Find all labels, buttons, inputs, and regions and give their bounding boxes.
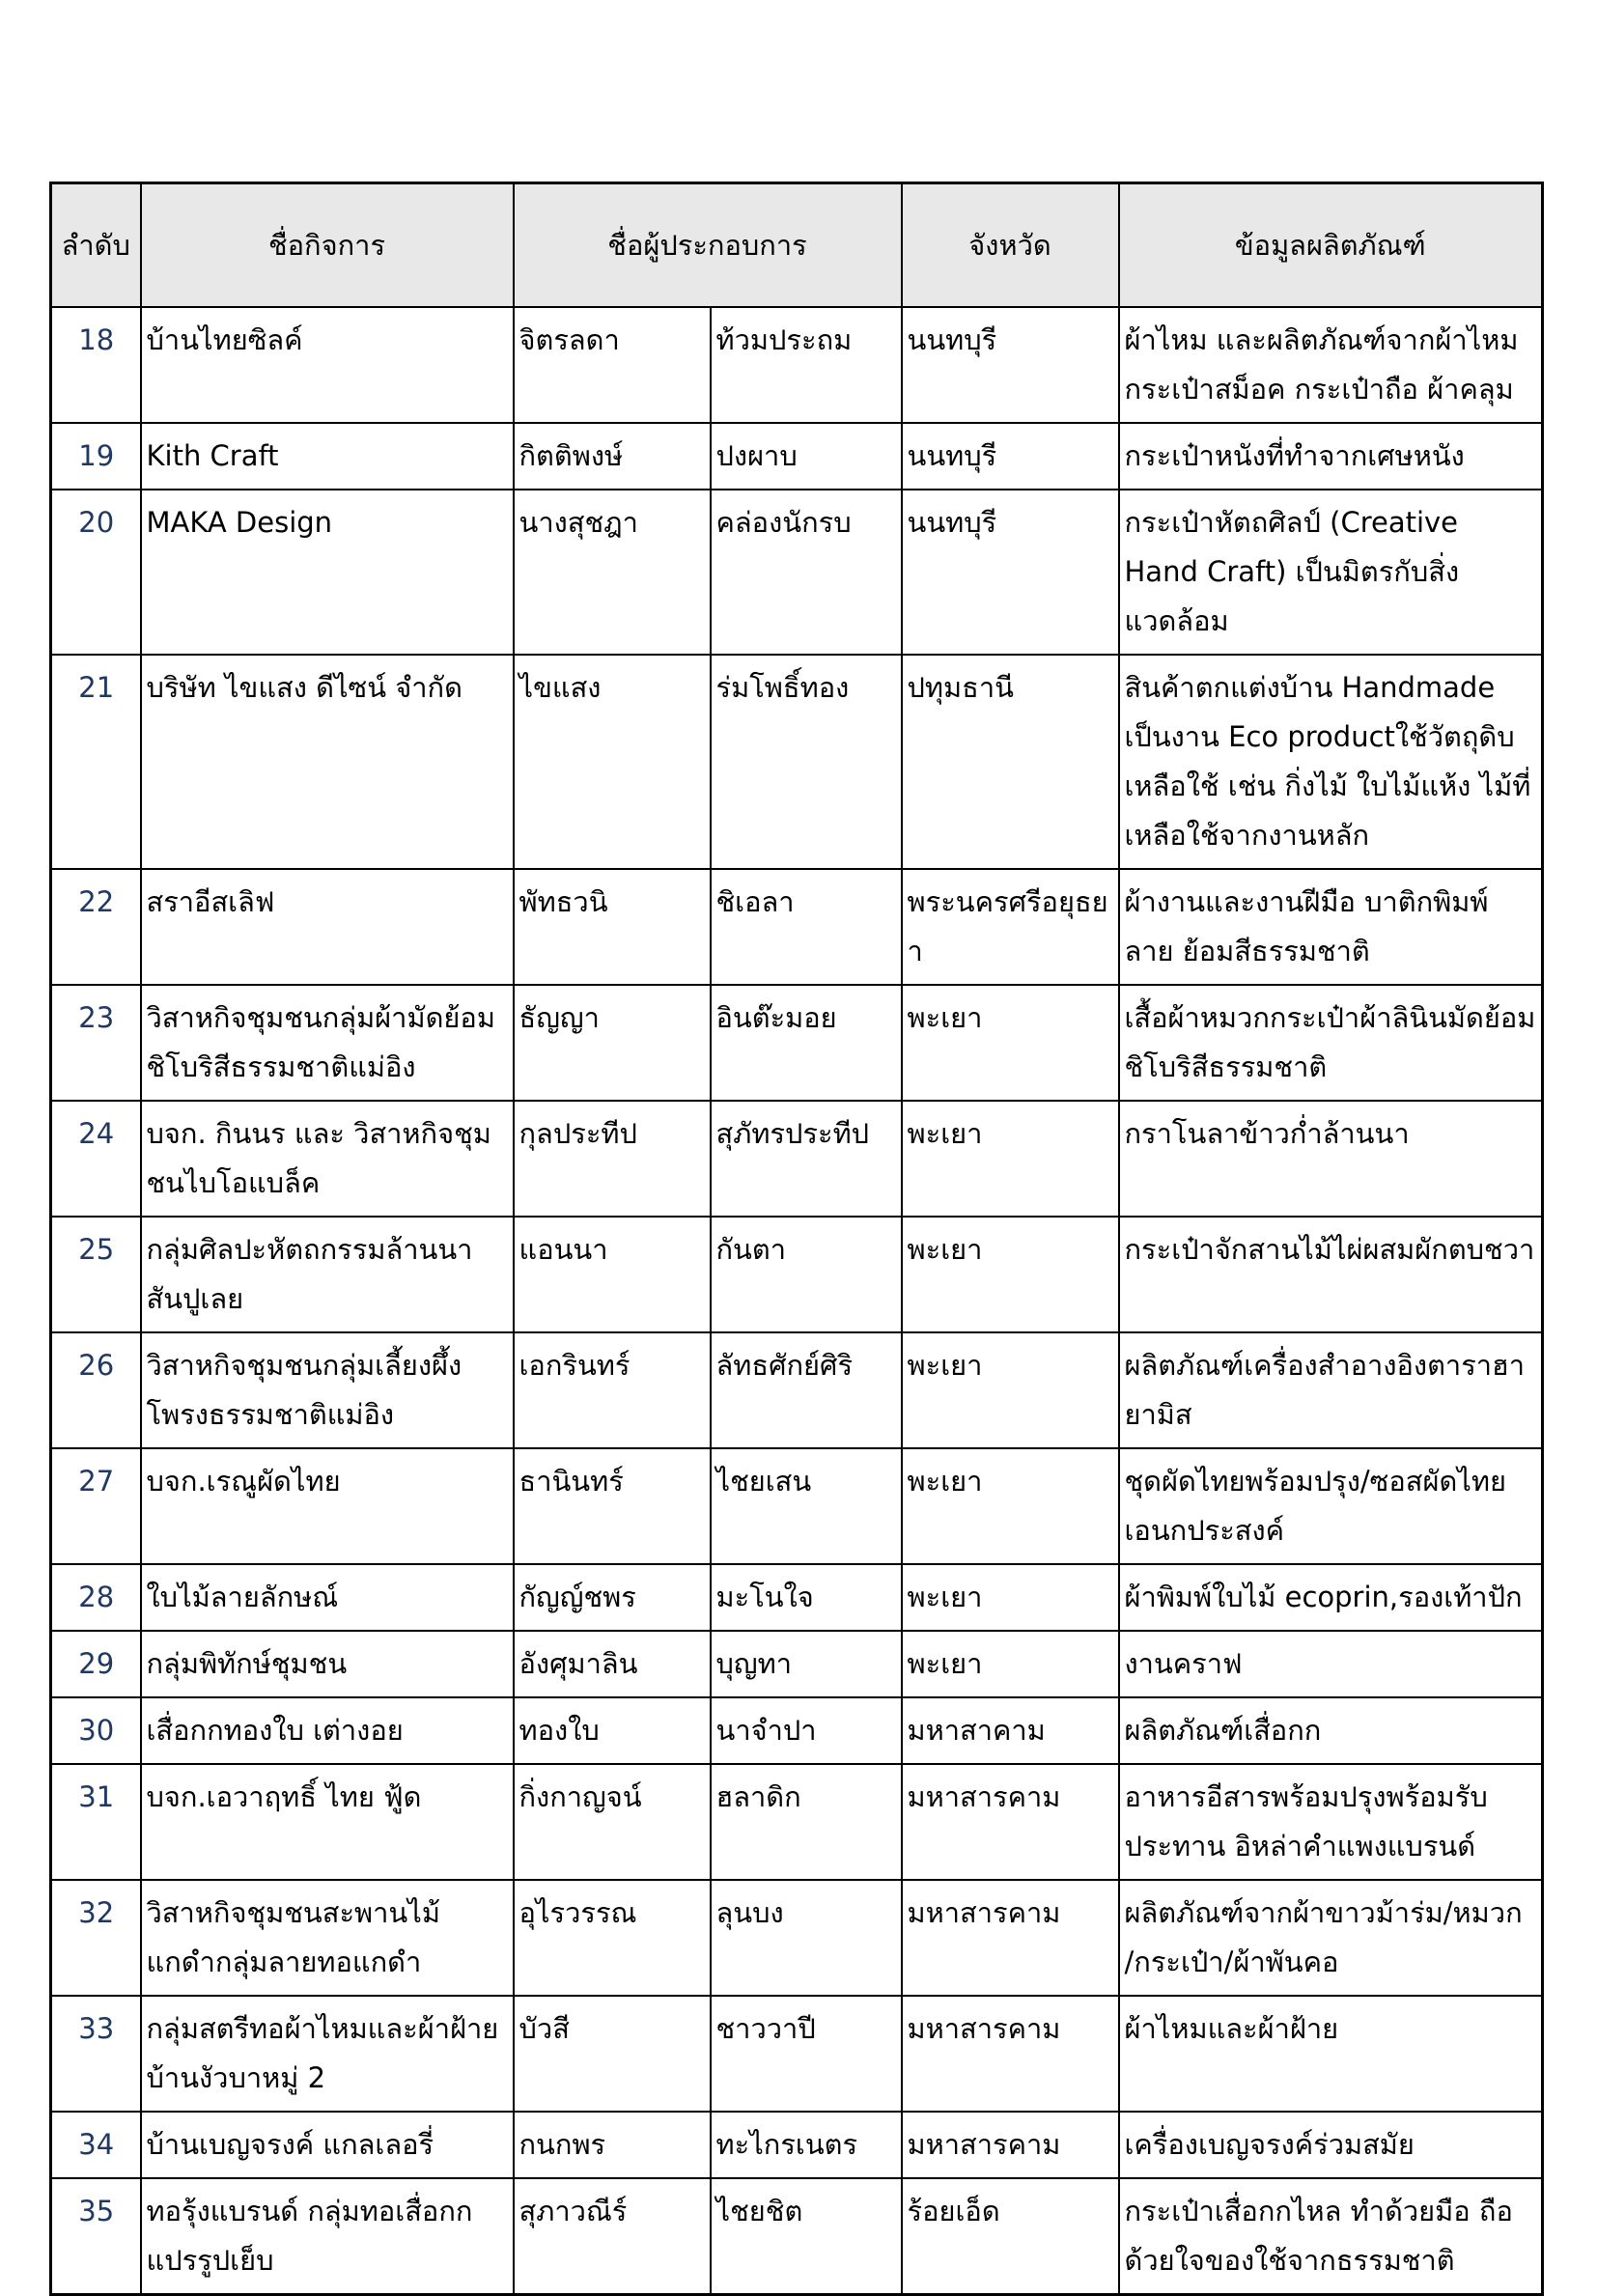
province: พะเยา xyxy=(902,1448,1119,1564)
operator-first-name: ไขแสง xyxy=(514,655,711,869)
row-number: 33 xyxy=(51,1996,141,2112)
province: มหาสารคาม xyxy=(902,2112,1119,2178)
row-number: 27 xyxy=(51,1448,141,1564)
header-business: ชื่อกิจการ xyxy=(141,183,514,308)
table-row xyxy=(51,1880,1543,1996)
operator-last-name: ทะไกรเนตร xyxy=(711,2112,902,2178)
province: นนทบุรี xyxy=(902,490,1119,655)
row-number: 25 xyxy=(51,1217,141,1332)
row-number: 21 xyxy=(51,655,141,869)
row-number: 26 xyxy=(51,1332,141,1448)
row-number: 22 xyxy=(51,869,141,985)
business-name: บจก. กินนร และ วิสาหกิจชุมชนไบโอแบล็ค xyxy=(141,1101,514,1217)
business-name: กลุ่มพิทักษ์ชุมชน xyxy=(141,1631,514,1697)
operator-first-name: กัญญ์ชพร xyxy=(514,1564,711,1631)
province: นนทบุรี xyxy=(902,307,1119,423)
operator-last-name: ลุนบง xyxy=(711,1880,902,1996)
business-name: สราอีสเลิฟ xyxy=(141,869,514,985)
business-name: บ้านไทยซิลค์ xyxy=(141,307,514,423)
product-info: ผลิตภัณฑ์เสื่อกก xyxy=(1119,1697,1543,1764)
business-name: บจก.เอวาฤทธิ์ ไทย ฟู้ด xyxy=(141,1764,514,1880)
business-name: กลุ่มสตรีทอผ้าไหมและผ้าฝ้ายบ้านงัวบาหมู่ 2 xyxy=(141,1996,514,2112)
header-product: ข้อมูลผลิตภัณฑ์ xyxy=(1119,183,1543,308)
business-name: บ้านเบญจรงค์ แกลเลอรี่ xyxy=(141,2112,514,2178)
product-info: งานคราฟ xyxy=(1119,1631,1543,1697)
operator-first-name: จิตรลดา xyxy=(514,307,711,423)
product-info: สินค้าตกแต่งบ้าน Handmade เป็นงาน Eco productใช้วัตถุดิบเหลือใช้ เช่น กิ่งไม้ ใบไม้แห้ง ไม้ที่เหลือใช้จากงานหลัก xyxy=(1119,655,1543,869)
operator-first-name: บัวสี xyxy=(514,1996,711,2112)
operator-last-name: บุญทา xyxy=(711,1631,902,1697)
product-info: อาหารอีสารพร้อมปรุงพร้อมรับประทาน อิหล่าคำแพงแบรนด์ xyxy=(1119,1764,1543,1880)
operator-last-name: มะโนใจ xyxy=(711,1564,902,1631)
table-row xyxy=(51,1564,1543,1631)
table-row xyxy=(51,1217,1543,1332)
province: พะเยา xyxy=(902,1332,1119,1448)
province: มหาสารคาม xyxy=(902,1764,1119,1880)
province: มหาสารคาม xyxy=(902,1880,1119,1996)
row-number: 23 xyxy=(51,985,141,1101)
product-info: กระเป๋าหนังที่ทำจากเศษหนัง xyxy=(1119,423,1543,490)
table-row xyxy=(51,307,1543,423)
table-row xyxy=(51,2178,1543,2295)
row-number: 34 xyxy=(51,2112,141,2178)
enterprise-table xyxy=(49,182,1544,2296)
province: มหาสาคาม xyxy=(902,1697,1119,1764)
operator-first-name: อังศุมาลิน xyxy=(514,1631,711,1697)
row-number: 31 xyxy=(51,1764,141,1880)
operator-last-name: ร่มโพธิ์ทอง xyxy=(711,655,902,869)
operator-first-name: อุไรวรรณ xyxy=(514,1880,711,1996)
header-no: ลำดับ xyxy=(51,183,141,308)
product-info: ผลิตภัณฑ์จากผ้าขาวม้าร่ม/หมวก /กระเป๋า/ผ้าพันคอ xyxy=(1119,1880,1543,1996)
product-info: ผ้างานและงานฝีมือ บาติกพิมพ์ลาย ย้อมสีธรรมชาติ xyxy=(1119,869,1543,985)
province: พะเยา xyxy=(902,1101,1119,1217)
row-number: 19 xyxy=(51,423,141,490)
table-row xyxy=(51,869,1543,985)
table-row xyxy=(51,1996,1543,2112)
row-number: 24 xyxy=(51,1101,141,1217)
row-number: 35 xyxy=(51,2178,141,2295)
operator-first-name: กุลประทีป xyxy=(514,1101,711,1217)
table-row xyxy=(51,655,1543,869)
row-number: 18 xyxy=(51,307,141,423)
operator-first-name: พัทธวนิ xyxy=(514,869,711,985)
row-number: 20 xyxy=(51,490,141,655)
operator-first-name: แอนนา xyxy=(514,1217,711,1332)
province: มหาสารคาม xyxy=(902,1996,1119,2112)
operator-last-name: ท้วมประถม xyxy=(711,307,902,423)
table-row xyxy=(51,985,1543,1101)
business-name: ใบไม้ลายลักษณ์ xyxy=(141,1564,514,1631)
table-row xyxy=(51,2112,1543,2178)
table-body xyxy=(51,307,1543,2295)
operator-last-name: นาจำปา xyxy=(711,1697,902,1764)
business-name: วิสาหกิจชุมชนกลุ่มผ้ามัดย้อมชิโบริสีธรรมชาติแม่อิง xyxy=(141,985,514,1101)
table-row xyxy=(51,1764,1543,1880)
operator-last-name: กันตา xyxy=(711,1217,902,1332)
operator-first-name: กิตติพงษ์ xyxy=(514,423,711,490)
province: พะเยา xyxy=(902,985,1119,1101)
business-name: เสื่อกกทองใบ เต่างอย xyxy=(141,1697,514,1764)
province: พะเยา xyxy=(902,1564,1119,1631)
product-info: เครื่องเบญจรงค์ร่วมสมัย xyxy=(1119,2112,1543,2178)
table-row xyxy=(51,423,1543,490)
row-number: 28 xyxy=(51,1564,141,1631)
product-info: กระเป๋าหัตถศิลป์ (Creative Hand Craft) เป็นมิตรกับสิ่งแวดล้อม xyxy=(1119,490,1543,655)
operator-last-name: ลัทธศักย์ศิริ xyxy=(711,1332,902,1448)
product-info: กระเป๋าจักสานไม้ไผ่ผสมผักตบชวา xyxy=(1119,1217,1543,1332)
province: ร้อยเอ็ด xyxy=(902,2178,1119,2295)
operator-last-name: ปงผาบ xyxy=(711,423,902,490)
operator-first-name: นางสุชฎา xyxy=(514,490,711,655)
product-info: ชุดผัดไทยพร้อมปรุง/ซอสผัดไทยเอนกประสงค์ xyxy=(1119,1448,1543,1564)
row-number: 32 xyxy=(51,1880,141,1996)
operator-last-name: ฮลาดิก xyxy=(711,1764,902,1880)
province: นนทบุรี xyxy=(902,423,1119,490)
business-name: บริษัท ไขแสง ดีไซน์ จำกัด xyxy=(141,655,514,869)
table-row xyxy=(51,1697,1543,1764)
row-number: 29 xyxy=(51,1631,141,1697)
business-name: ทอรุ้งแบรนด์ กลุ่มทอเสื่อกกแปรรูปเย็บ xyxy=(141,2178,514,2295)
province: พะเยา xyxy=(902,1631,1119,1697)
table-row xyxy=(51,1448,1543,1564)
operator-first-name: เอกรินทร์ xyxy=(514,1332,711,1448)
business-name: วิสาหกิจชุมชนกลุ่มเลี้ยงผึ้งโพรงธรรมชาติแม่อิง xyxy=(141,1332,514,1448)
operator-last-name: สุภัทรประทีป xyxy=(711,1101,902,1217)
operator-last-name: ชิเอลา xyxy=(711,869,902,985)
operator-first-name: กนกพร xyxy=(514,2112,711,2178)
product-info: กราโนลาข้าวก่ำล้านนา xyxy=(1119,1101,1543,1217)
table-row xyxy=(51,1332,1543,1448)
business-name: Kith Craft xyxy=(141,423,514,490)
operator-first-name: กิ่งกาญจน์ xyxy=(514,1764,711,1880)
operator-first-name: ทองใบ xyxy=(514,1697,711,1764)
operator-first-name: ธัญญา xyxy=(514,985,711,1101)
operator-last-name: ไชยเสน xyxy=(711,1448,902,1564)
header-province: จังหวัด xyxy=(902,183,1119,308)
product-info: ผ้าไหม และผลิตภัณฑ์จากผ้าไหม กระเป๋าสม็อค กระเป๋าถือ ผ้าคลุม xyxy=(1119,307,1543,423)
operator-first-name: ธานินทร์ xyxy=(514,1448,711,1564)
row-number: 30 xyxy=(51,1697,141,1764)
product-info: ผ้าพิมพ์ใบไม้ ecoprin,รองเท้าปัก xyxy=(1119,1564,1543,1631)
province: ปทุมธานี xyxy=(902,655,1119,869)
table-row xyxy=(51,1631,1543,1697)
operator-last-name: คล่องนักรบ xyxy=(711,490,902,655)
product-info: เสื้อผ้าหมวกกระเป๋าผ้าลินินมัดย้อมชิโบริสีธรรมชาติ xyxy=(1119,985,1543,1101)
operator-last-name: ไชยชิต xyxy=(711,2178,902,2295)
operator-last-name: ชาววาปี xyxy=(711,1996,902,2112)
product-info: ผ้าไหมและผ้าฝ้าย xyxy=(1119,1996,1543,2112)
business-name: กลุ่มศิลปะหัตถกรรมล้านนาสันปูเลย xyxy=(141,1217,514,1332)
business-name: MAKA Design xyxy=(141,490,514,655)
table-row xyxy=(51,1101,1543,1217)
operator-last-name: อินต๊ะมอย xyxy=(711,985,902,1101)
province: พระนครศรีอยุธยา xyxy=(902,869,1119,985)
product-info: ผลิตภัณฑ์เครื่องสำอางอิงตาราฮายามิส xyxy=(1119,1332,1543,1448)
operator-first-name: สุภาวณีร์ xyxy=(514,2178,711,2295)
table-header-row xyxy=(51,183,1543,308)
table-row xyxy=(51,490,1543,655)
business-name: บจก.เรณูผัดไทย xyxy=(141,1448,514,1564)
province: พะเยา xyxy=(902,1217,1119,1332)
product-info: กระเป๋าเสื่อกกไหล ทำด้วยมือ ถือด้วยใจของใช้จากธรรมชาติ xyxy=(1119,2178,1543,2295)
business-name: วิสาหกิจชุมชนสะพานไม้แกดำกลุ่มลายทอแกดำ xyxy=(141,1880,514,1996)
header-operator: ชื่อผู้ประกอบการ xyxy=(514,183,902,308)
